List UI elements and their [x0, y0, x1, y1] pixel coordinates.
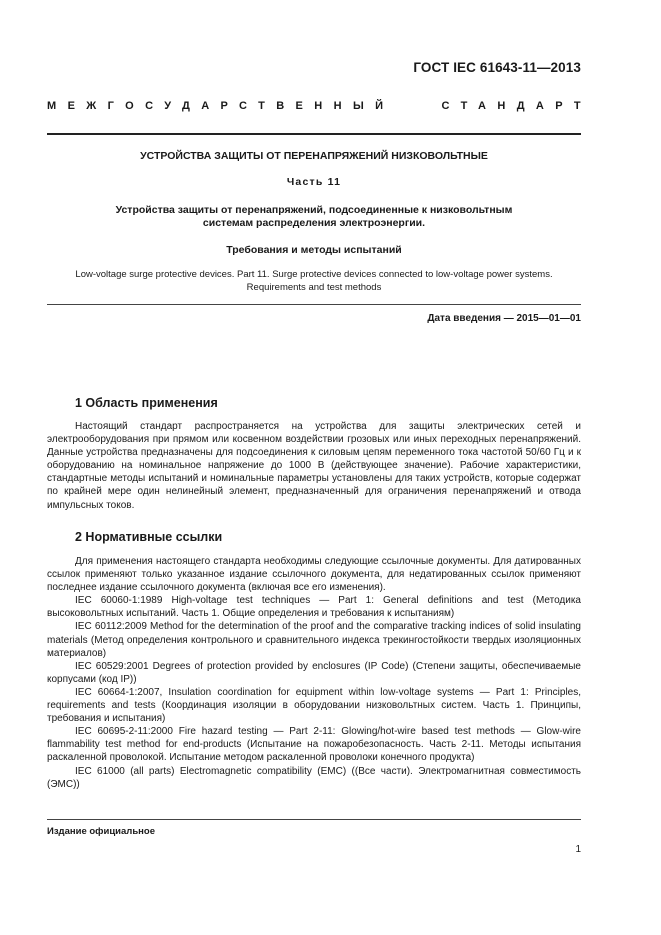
official-edition-label: Издание официальное — [47, 826, 155, 837]
footer-divider — [47, 819, 581, 820]
reference-item: IEC 60112:2009 Method for the determination of the proof and the comparative tracking indices of solid insulating materials (Метод определения контрольного и сравнительного индекса трекингостойкости твердых изоляционных материалов) — [47, 621, 581, 659]
reference-item: IEC 60695-2-11:2000 Fire hazard testing — Part 2-11: Glowing/hot-wire based test methods — Glow-wire flammability test method for end-products (Испытание на пожаробезопасность. Часть 2-11. Методы испытания раскаленной проволокой. Испытание методом раскаленной проволоки конечного продукта) — [47, 726, 581, 764]
section-body-scope — [47, 420, 581, 512]
section-heading-scope: 1 Область применения — [75, 396, 218, 410]
reference-item: IEC 60529:2001 Degrees of protection provided by enclosures (IP Code) (Степени защиты, обеспечиваемые корпусами (код IP)) — [47, 660, 581, 685]
english-title-line: Requirements and test methods — [246, 282, 382, 293]
document-subtitle — [47, 204, 581, 230]
banner-word-standard: СТАНДАРТ — [441, 100, 592, 112]
paragraph: Настоящий стандарт распространяется на устройства для защиты электрических сетей и электрооборудования при прямом или косвенном воздействии грозовых или иных переходных перенапряжений. Данные устройства предназначены для подсоединения к силовым цепям переменного тока частотой 50/60 Гц и к оборудованию на номинальное напряжение до 1000 В (действующее значение). Рабочие характеристики, стандартные методы испытаний и номинальные параметры установлены для таких устройств, которые содержат по крайней мере один нелинейный элемент, предназначенный для ограничения перенапряжений и отвода импульсных токов. — [47, 421, 581, 511]
english-title — [47, 268, 581, 294]
document-code: ГОСТ IEC 61643-11—2013 — [413, 60, 581, 75]
title-divider — [47, 304, 581, 305]
document-part: Часть 11 — [286, 176, 342, 188]
introduction-date: Дата введения — 2015—01—01 — [427, 313, 581, 324]
reference-item: IEC 61000 (all parts) Electromagnetic compatibility (EMC) ((Все части). Электромагнитная совместимость (ЭМС)) — [47, 765, 581, 790]
english-title-line: Low-voltage surge protective devices. Part 11. Surge protective devices connected to low-voltage power systems. — [75, 269, 553, 280]
banner-word-interstate: МЕЖГОСУДАРСТВЕННЫЙ — [47, 100, 395, 112]
reference-item: IEC 60664-1:2007, Insulation coordination for equipment within low-voltage systems — Part 1: Principles, requirements and tests (Координация изоляции в оборудовании низковольтных систем. Часть 1. Принципы, требования и испытания) — [47, 686, 581, 725]
paragraph: Для применения настоящего стандарта необходимы следующие ссылочные документы. Для датированных ссылок применяют только указанное издание ссылочного документа, для недатированных ссылок применяют последнее издание ссылочного документа (включая все его изменения). — [47, 556, 581, 594]
section-body-references — [47, 555, 581, 791]
requirements-title: Требования и методы испытаний — [226, 244, 402, 256]
document-title: УСТРОЙСТВА ЗАЩИТЫ ОТ ПЕРЕНАПРЯЖЕНИЙ НИЗКОВОЛЬТНЫЕ — [140, 150, 488, 162]
subtitle-line: системам распределения электроэнергии. — [202, 217, 426, 229]
subtitle-line: Устройства защиты от перенапряжений, подсоединенные к низковольтным — [115, 204, 513, 216]
section-heading-references: 2 Нормативные ссылки — [75, 530, 223, 544]
header-divider — [47, 133, 581, 135]
page-number: 1 — [575, 844, 581, 855]
reference-item: IEC 60060-1:1989 High-voltage test techniques — Part 1: General definitions and test (Методика высоковольтных испытаний. Часть 1. Общие определения и требования к испытаниям) — [47, 595, 581, 620]
